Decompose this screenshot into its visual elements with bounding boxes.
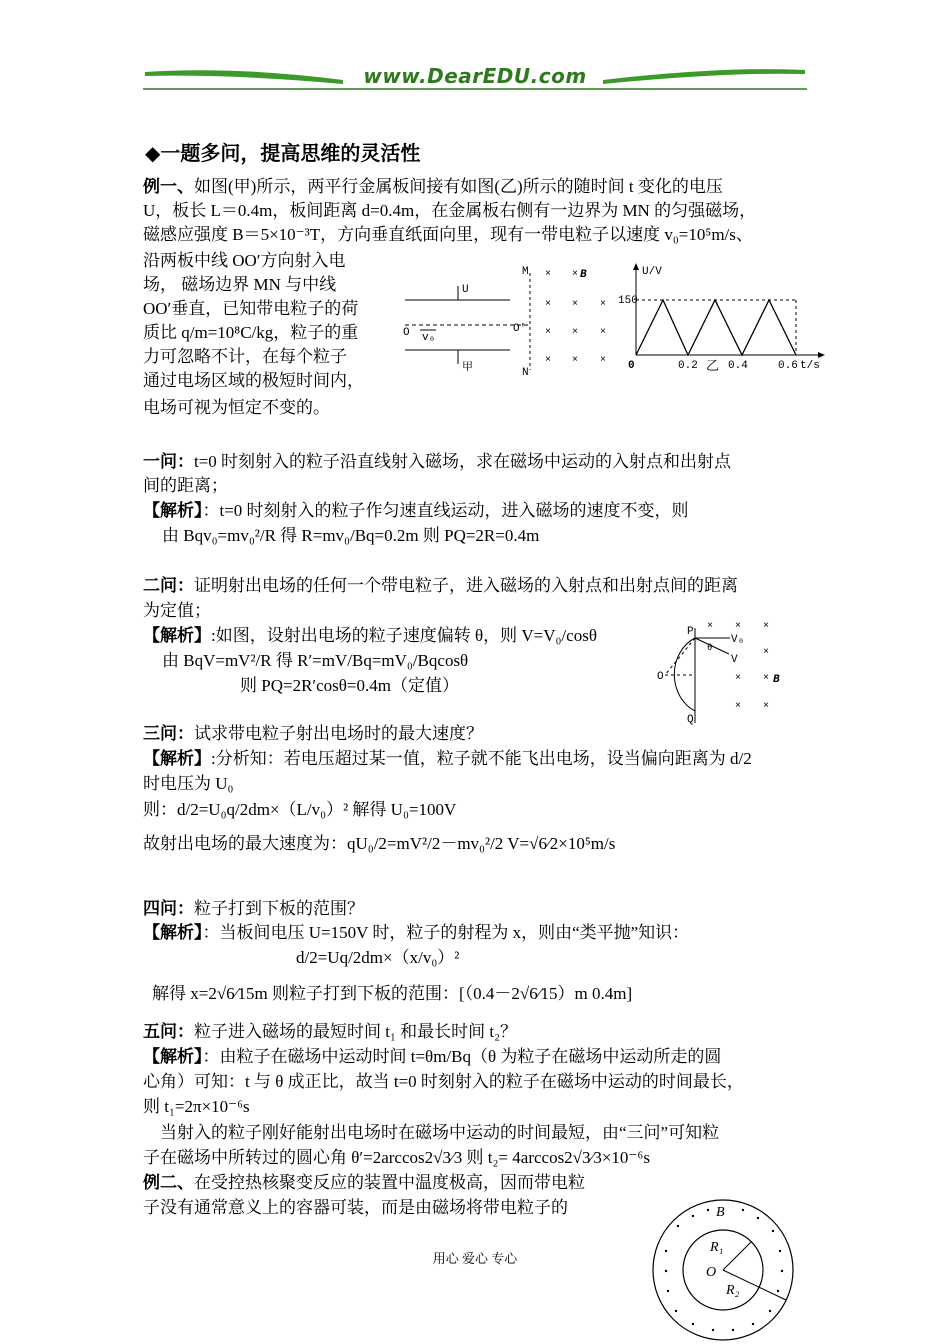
q2-label: 二问：: [143, 576, 194, 596]
q2-analysis-2: 由 BqV=mV²/R 得 R′=mV/Bq=mV₀/Bqcosθ: [162, 651, 469, 670]
example2-label: 例二、: [143, 1173, 194, 1193]
svg-text:×: ×: [763, 701, 770, 712]
example2-line-2: 子没有通常意义上的容器可装，而是由磁场将带电粒子的: [143, 1198, 568, 1217]
svg-text:×: ×: [735, 701, 742, 712]
tick-04: 0.4: [728, 360, 748, 372]
label-jia: 甲: [462, 362, 473, 374]
label-r1: R₁: [710, 1240, 724, 1255]
svg-text:×: ×: [572, 299, 579, 310]
example1-line-3: 磁感应强度 B＝5×10⁻³T，方向垂直纸面向里，现有一带电粒子以速度 v₀=10⁵m/s、: [143, 225, 753, 244]
svg-text:×: ×: [763, 647, 770, 658]
example1-line-9: 通过电场区域的极短时间内，: [143, 371, 364, 390]
svg-text:×: ×: [572, 269, 579, 280]
svg-text:×: ×: [735, 621, 742, 632]
example1-line-4: 沿两板中线 OO′方向射入电: [143, 251, 346, 270]
q1-analysis-2: 由 Bqv₀=mv₀²/R 得 R=mv₀/Bq=0.2m 则 PQ=2R=0.4m: [162, 526, 540, 545]
svg-text:×: ×: [572, 327, 579, 338]
q3-line-1: 三问：试求带电粒子射出电场时的最大速度？: [143, 724, 483, 744]
site-header: [143, 62, 807, 92]
label-v0: v₀: [422, 332, 436, 344]
axis-u: U/V: [642, 266, 662, 278]
example2-line-1: 例二、在受控热核聚变反应的装置中温度极高，因而带电粒: [143, 1173, 585, 1193]
q4-analysis-1: 【解析】：当板间电压 U=150V 时，粒子的射程为 x，则由“类平抛”知识：: [143, 923, 690, 943]
svg-text:×: ×: [735, 673, 742, 684]
tick-06: 0.6: [778, 360, 798, 372]
axis-t: t/s: [800, 360, 820, 372]
svg-text:×: ×: [600, 299, 607, 310]
site-url: www.DearEDU.com: [363, 64, 587, 88]
q5-analysis-2: 心角）可知：t 与 θ 成正比，故当 t=0 时刻射入的粒子在磁场中运动的时间最长，: [143, 1072, 744, 1091]
example1-line-5: 场， 磁场边界 MN 与中线: [143, 275, 337, 294]
label-b: B: [580, 269, 587, 281]
svg-text:×: ×: [545, 269, 552, 280]
q5-analysis-1: 【解析】：由粒子在磁场中运动时间 t=θm/Bq（θ 为粒子在磁场中运动所走的圆: [143, 1047, 722, 1067]
svg-text:×: ×: [763, 673, 770, 684]
q5-analysis-4: 当射入的粒子刚好能射出电场时在磁场中运动的时间最短，由“三问”可知粒: [160, 1123, 720, 1142]
example1-line-10: 电场可视为恒定不变的。: [143, 398, 330, 417]
label-b3: B: [716, 1205, 725, 1220]
svg-text:×: ×: [572, 355, 579, 366]
example1-line-2: U，板长 L＝0.4m，板间距离 d=0.4m，在金属板右侧有一边界为 MN 的匀强磁场，: [143, 201, 757, 220]
label-o3: O: [706, 1265, 717, 1280]
label-theta: θ: [707, 643, 713, 653]
q4-analysis-2: d/2=Uq/2dm×（x/v₀）²: [296, 948, 460, 967]
q3-analysis-3: 则：d/2=U₀q/2dm×（L/v₀）² 解得 U₀=100V: [143, 800, 457, 819]
label-o2: O: [657, 671, 664, 683]
label-v: V: [731, 654, 738, 666]
example1-line-6: OO′垂直，已知带电粒子的荷: [143, 299, 359, 318]
q4-label: 四问：: [143, 899, 194, 919]
svg-text:×: ×: [545, 355, 552, 366]
example1-line-1: 例一、如图(甲)所示，两平行金属板间接有如图(乙)所示的随时间 t 变化的电压: [143, 177, 723, 197]
svg-text:×: ×: [763, 621, 770, 632]
figure-voltage-graph: [618, 260, 833, 380]
label-m: M: [522, 266, 529, 278]
q1-label: 一问：: [143, 452, 194, 472]
q1-line-2: 间的距离；: [143, 476, 228, 495]
q2-analysis-1: 【解析】:如图，设射出电场的粒子速度偏转 θ，则 V=V₀/cosθ: [143, 626, 597, 646]
example1-line-7: 质比 q/m=10⁸C/kg，粒子的重: [143, 323, 359, 342]
label-o: O: [403, 327, 410, 339]
origin: 0: [628, 360, 635, 372]
level-150: 150: [618, 295, 638, 307]
svg-text:×: ×: [545, 327, 552, 338]
q1-analysis-1: 【解析】：t=0 时刻射入的粒子作匀速直线运动，进入磁场的速度不变，则: [143, 501, 689, 521]
svg-text:×: ×: [707, 621, 714, 632]
q3-analysis-4: 故射出电场的最大速度为：qU₀/2=mV²/2－mv₀²/2 V=√6⁄2×10⁵m/s: [143, 834, 616, 853]
label-u: U: [462, 284, 469, 296]
q5-analysis-3: 则 t₁=2π×10⁻⁶s: [143, 1097, 250, 1116]
section-title: ◆一题多问，提高思维的灵活性: [145, 141, 421, 165]
label-n: N: [522, 367, 529, 378]
q1-line-1: 一问：t=0 时刻射入的粒子沿直线射入磁场，求在磁场中运动的入射点和出射点: [143, 452, 732, 472]
q2-line-2: 为定值；: [143, 601, 211, 620]
label-p: P: [687, 626, 694, 638]
footer: 用心 爱心 专心: [432, 1251, 518, 1266]
label-b2: B: [773, 674, 780, 686]
q2-analysis-3: 则 PQ=2R′cosθ=0.4m（定值）: [240, 676, 459, 695]
q5-label: 五问：: [143, 1022, 194, 1042]
svg-text:×: ×: [600, 355, 607, 366]
label-v0-2: V₀: [731, 634, 745, 646]
example1-line-8: 力可忽略不计，在每个粒子: [143, 347, 347, 366]
q4-line-1: 四问：粒子打到下板的范围？: [143, 899, 364, 919]
q3-label: 三问：: [143, 724, 194, 744]
label-q: Q: [687, 714, 694, 726]
q2-line-1: 二问：证明射出电场的任何一个带电粒子，进入磁场的入射点和出射点间的距离: [143, 576, 738, 596]
q4-analysis-3: 解得 x=2√6⁄15m 则粒子打到下板的范围：[（0.4－2√6⁄15）m 0.4m]: [152, 984, 633, 1003]
q3-analysis-2: 时电压为 U₀: [143, 774, 234, 793]
label-r2: R₂: [726, 1283, 740, 1298]
svg-text:×: ×: [545, 299, 552, 310]
figure-arc-path: [655, 618, 805, 728]
svg-text:×: ×: [600, 327, 607, 338]
tick-02: 0.2: [678, 360, 698, 372]
figure-ring-field: [648, 1196, 798, 1342]
label-o-prime: O′: [513, 323, 527, 335]
q5-line-1: 五问：粒子进入磁场的最短时间 t₁ 和最长时间 t₂？: [143, 1022, 518, 1042]
figure-plates-field: [400, 258, 630, 378]
label-yi: 乙: [706, 359, 720, 374]
example1-label: 例一、: [143, 177, 194, 197]
q5-analysis-5: 子在磁场中所转过的圆心角 θ′=2arccos2√3⁄3 则 t₂= 4arccos2√3⁄3×10⁻⁶s: [143, 1148, 650, 1167]
q3-analysis-1: 【解析】:分析知：若电压超过某一值，粒子就不能飞出电场，设当偏向距离为 d/2: [143, 749, 752, 769]
